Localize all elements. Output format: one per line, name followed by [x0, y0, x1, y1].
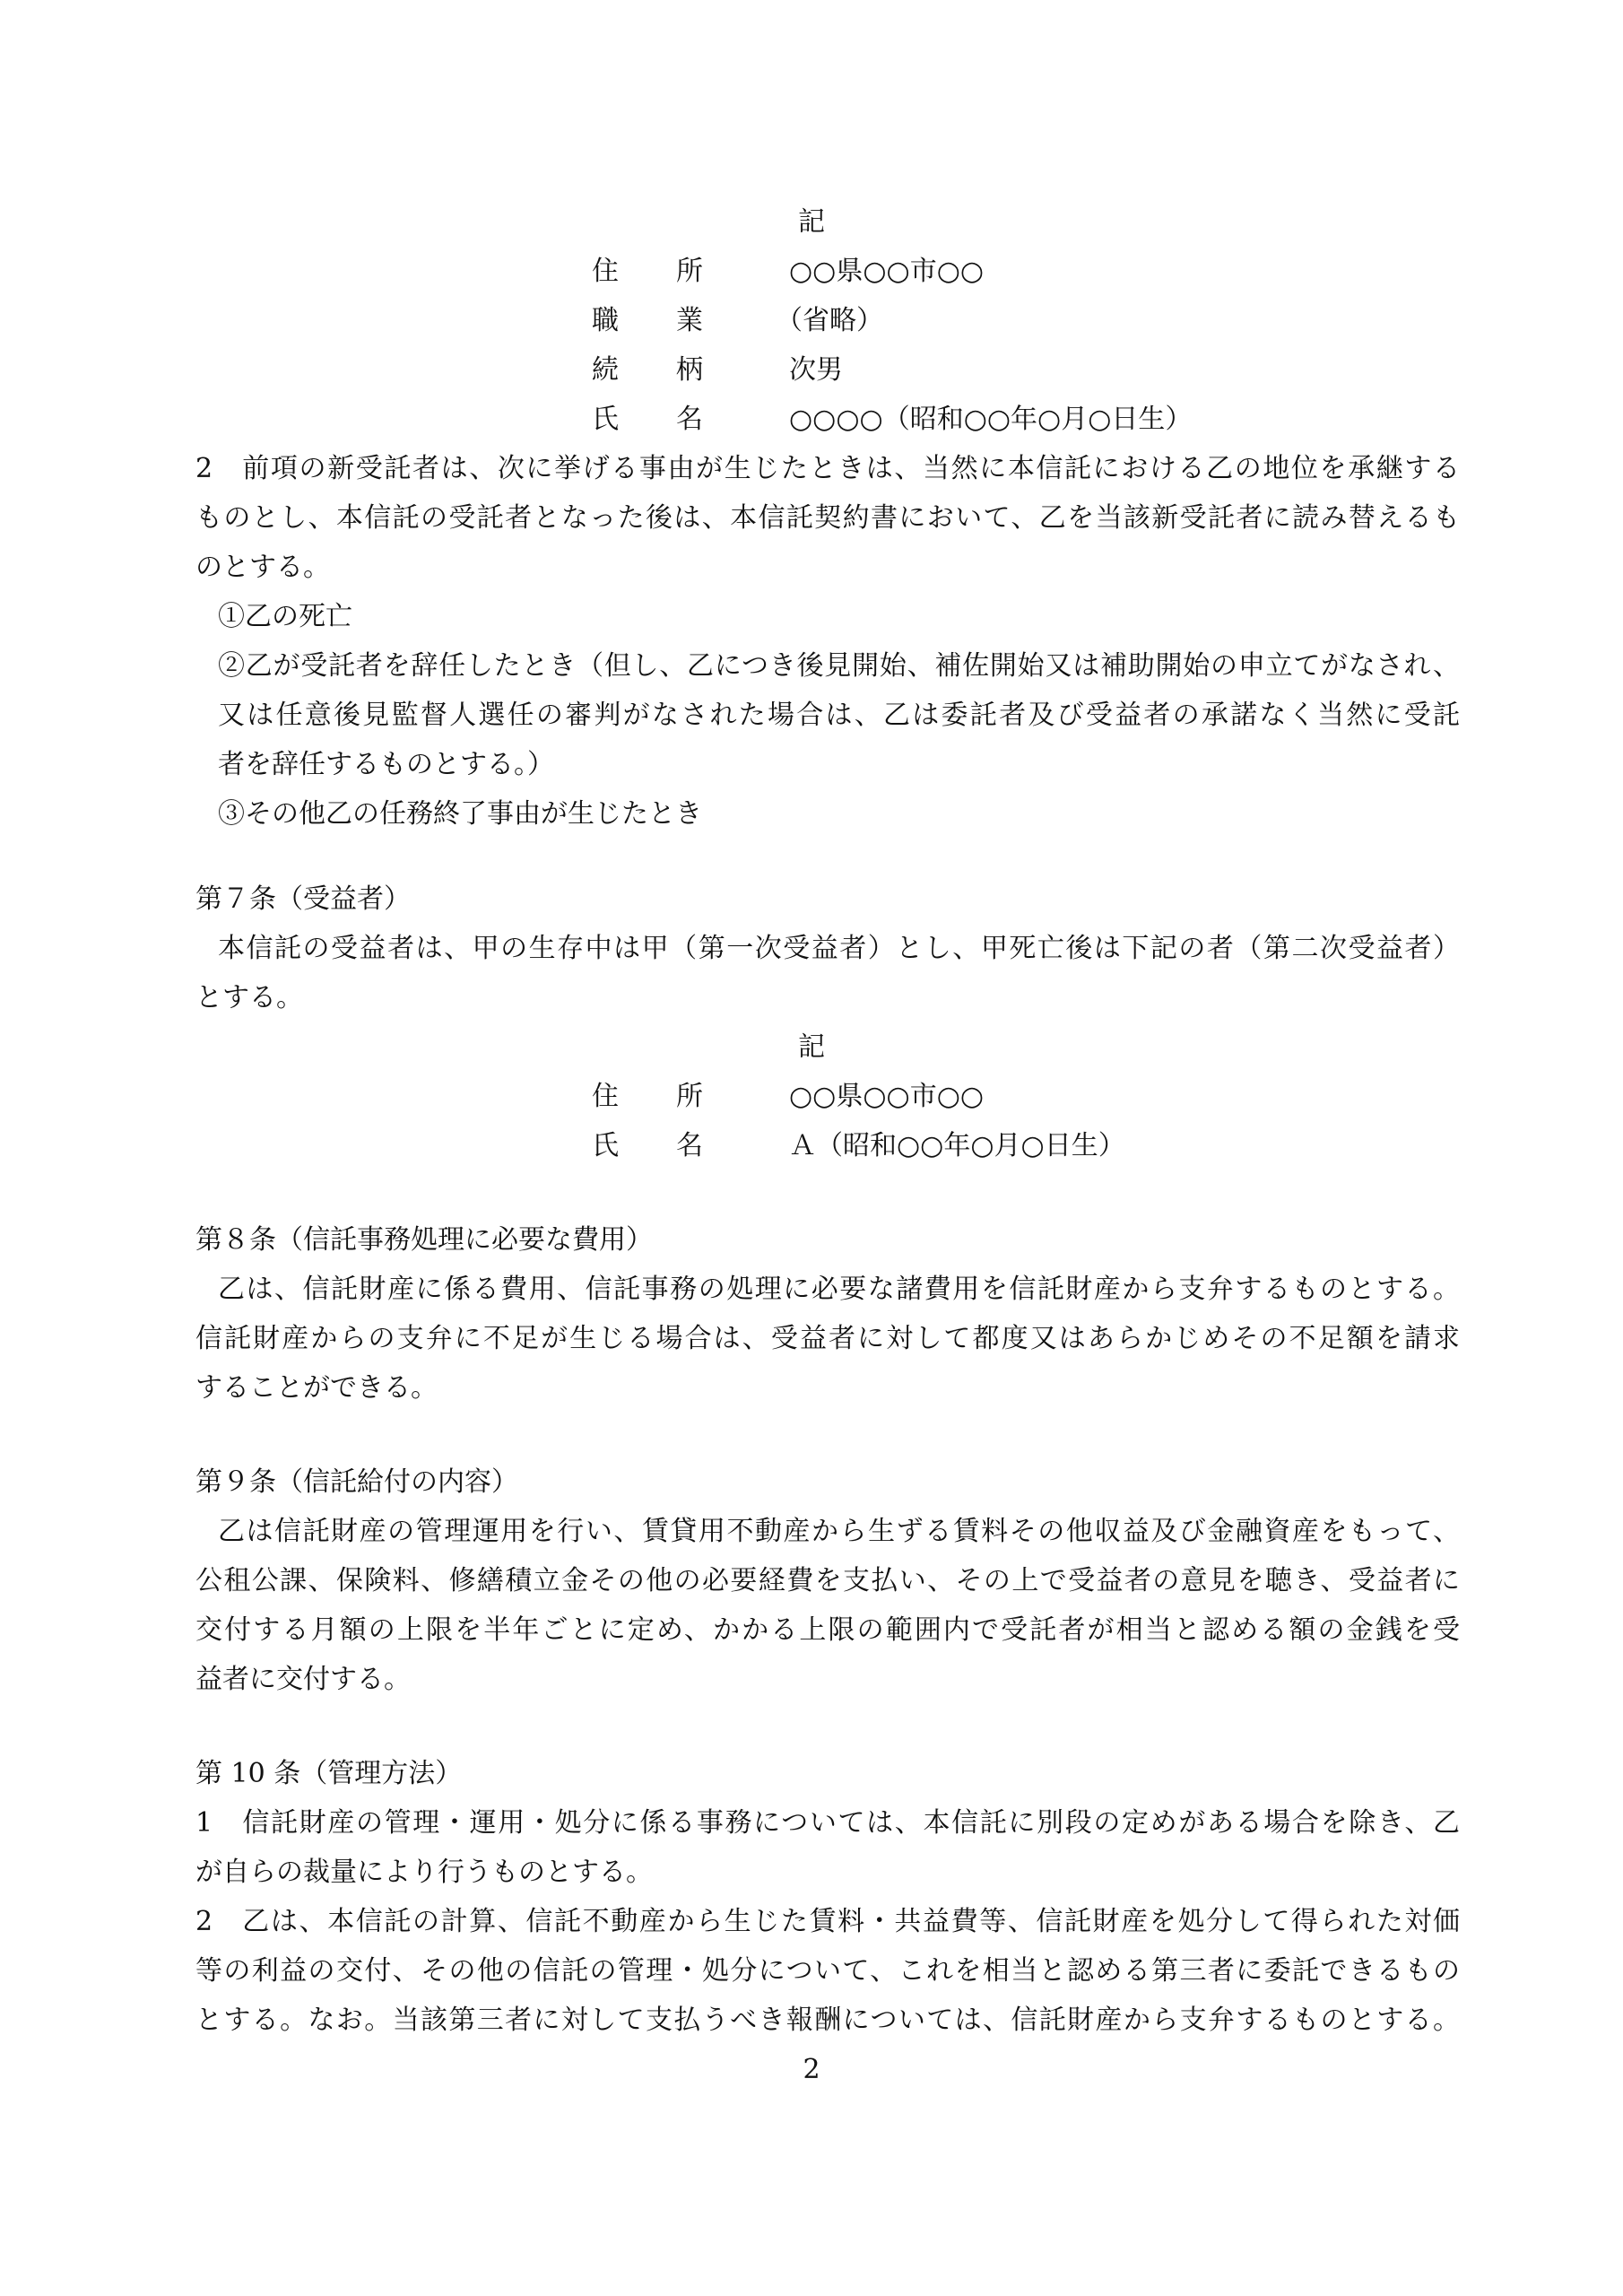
record-key: 職	[592, 305, 619, 336]
paragraph-line: 乙は信託財産の管理運用を行い、賃貸用不動産から生ずる賃料その他収益及び金融資産をもって、	[218, 1516, 1460, 1547]
paragraph-line: ものとし、本信託の受託者となった後は、本信託契約書において、乙を当該新受託者に読み替えるも	[195, 502, 1460, 534]
list-item: 者を辞任するものとする。）	[218, 749, 554, 780]
record-value: （省略）	[776, 305, 883, 336]
paragraph-line: 2 前項の新受託者は、次に挙げる事由が生じたときは、当然に本信託における乙の地位を承継する	[195, 453, 1460, 484]
record-key: 柄	[676, 354, 703, 386]
paragraph-line: のとする。	[195, 552, 330, 583]
paragraph-line: 乙は、信託財産に係る費用、信託事務の処理に必要な諸費用を信託財産から支弁するものとする。	[218, 1274, 1460, 1305]
record-key: 氏	[592, 404, 619, 435]
list-item: 又は任意後見監督人選任の審判がなされた場合は、乙は委託者及び受益者の承諾なく当然に受託	[218, 700, 1460, 731]
record-key: 住	[592, 1081, 619, 1112]
article-heading: 第７条（受益者）	[195, 883, 411, 915]
record-value: ○○県○○市○○	[789, 1081, 985, 1112]
paragraph-line: 信託財産からの支弁に不足が生じる場合は、受益者に対して都度又はあらかじめその不足額を請求	[195, 1323, 1460, 1354]
record-key: 業	[676, 305, 703, 336]
record-heading: 記	[798, 206, 825, 238]
paragraph-line: 本信託の受益者は、甲の生存中は甲（第一次受益者）とし、甲死亡後は下記の者（第二次受益者）	[218, 933, 1460, 964]
paragraph-line: 1 信託財産の管理・運用・処分に係る事務については、本信託に別段の定めがある場合を除き、乙	[195, 1807, 1460, 1839]
list-item: ①乙の死亡	[218, 601, 352, 632]
page-number: 2	[803, 2054, 820, 2085]
paragraph-line: 交付する月額の上限を半年ごとに定め、かかる上限の範囲内で受託者が相当と認める額の金銭を受	[195, 1614, 1460, 1646]
article-heading: 第８条（信託事務処理に必要な費用）	[195, 1224, 653, 1256]
paragraph-line: 2 乙は、本信託の計算、信託不動産から生じた賃料・共益費等、信託財産を処分して得られた対価	[195, 1906, 1460, 1937]
paragraph-line: 益者に交付する。	[195, 1664, 411, 1695]
list-item: ③その他乙の任務終了事由が生じたとき	[218, 798, 702, 830]
record-value: ○○○○（昭和○○年○月○日生）	[789, 404, 1193, 435]
paragraph-line: とする。なお。当該第三者に対して支払うべき報酬については、信託財産から支弁するものとする。	[195, 2005, 1460, 2036]
record-value: Ａ（昭和○○年○月○日生）	[789, 1130, 1125, 1161]
article-heading: 第９条（信託給付の内容）	[195, 1466, 518, 1498]
paragraph-line: とする。	[195, 982, 303, 1013]
record-value: ○○県○○市○○	[789, 256, 985, 287]
record-key: 名	[676, 1130, 703, 1161]
record-key: 住	[592, 256, 619, 287]
paragraph-line: することができる。	[195, 1372, 438, 1404]
record-heading: 記	[798, 1031, 825, 1063]
paragraph-line: が自らの裁量により行うものとする。	[195, 1857, 653, 1888]
record-key: 所	[676, 1081, 703, 1112]
paragraph-line: 公租公課、保険料、修繕積立金その他の必要経費を支払い、その上で受益者の意見を聴き、受益者に	[195, 1565, 1460, 1596]
list-item: ②乙が受託者を辞任したとき（但し、乙につき後見開始、補佐開始又は補助開始の申立てがなされ、	[218, 650, 1460, 682]
record-key: 名	[676, 404, 703, 435]
article-heading: 第 10 条（管理方法）	[195, 1758, 463, 1789]
record-key: 所	[676, 256, 703, 287]
record-key: 続	[592, 354, 619, 386]
record-value: 次男	[789, 354, 843, 386]
paragraph-line: 等の利益の交付、その他の信託の管理・処分について、これを相当と認める第三者に委託できるもの	[195, 1955, 1460, 1987]
record-key: 氏	[592, 1130, 619, 1161]
